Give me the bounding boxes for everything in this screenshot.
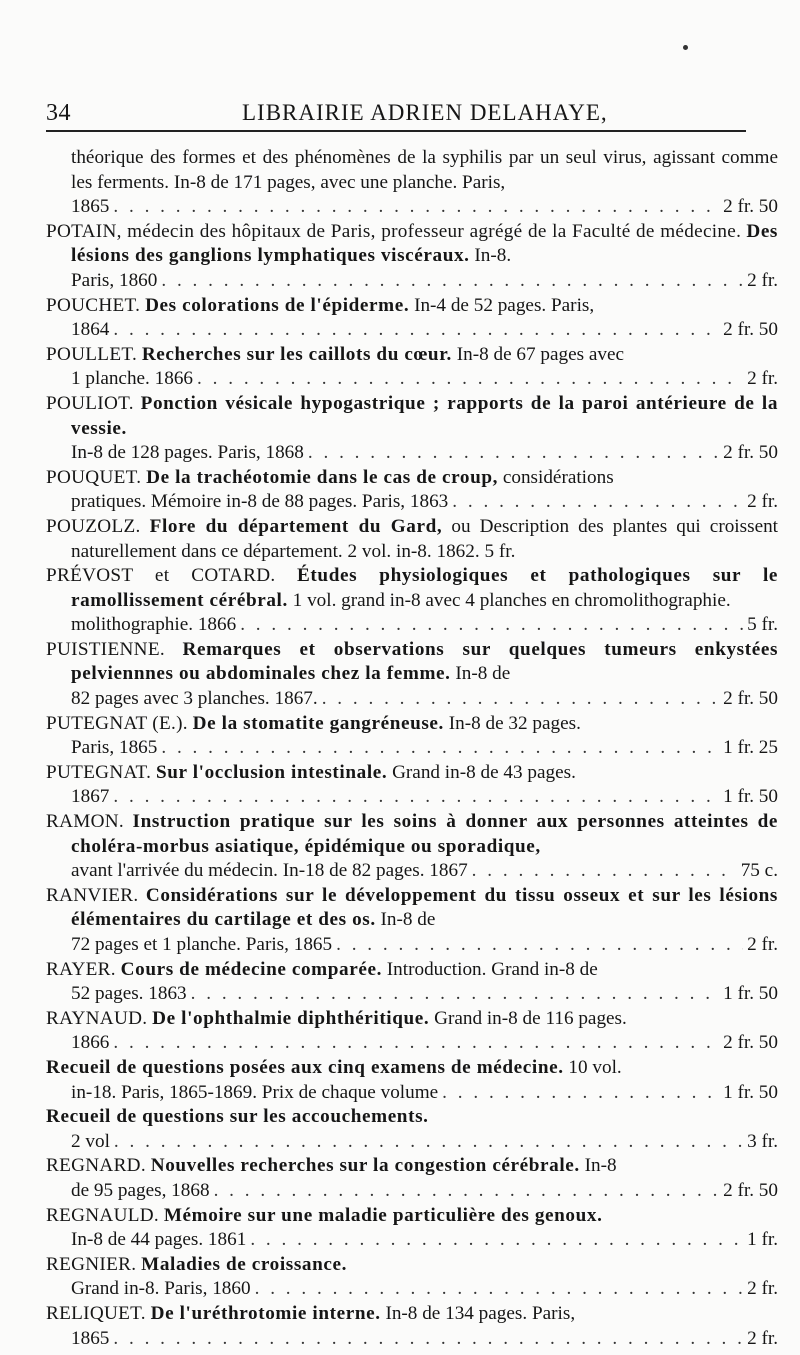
entry-date: 1865 xyxy=(71,196,110,218)
entry-imprint: 82 pages avec 3 planches. 1867. xyxy=(71,688,318,710)
leader-dots xyxy=(308,441,719,466)
entry-author: POULIOT. xyxy=(46,392,134,414)
leader-dots xyxy=(250,1228,743,1253)
catalog-entry xyxy=(46,761,778,810)
entry-lead-line xyxy=(71,318,778,343)
entry-lead-line xyxy=(71,785,778,810)
leader-dots xyxy=(114,1130,743,1155)
entry-lead-line xyxy=(71,1277,778,1302)
entry-author: PUISTIENNE. xyxy=(46,638,165,660)
entry-work-title: De la stomatite gangréneuse. xyxy=(192,712,444,734)
entry-text: théorique des formes et des phénomènes de la syphilis par un seul virus, agissant comme les ferments. In-8 de 171 pages, avec une planche. Paris, xyxy=(71,147,778,193)
entry-price: 2 fr. 50 xyxy=(723,196,778,218)
catalog-entry xyxy=(46,564,778,638)
entry-price: 1 fr. 50 xyxy=(723,1081,778,1103)
entry-price: 2 fr. xyxy=(747,491,778,513)
entry-imprint: 1867 xyxy=(71,786,110,808)
entry-work-title: Études physiologiques et pathologiques sur le ramollissement cérébral. xyxy=(71,565,779,611)
entry-author: RAMON. xyxy=(46,811,125,833)
catalog-entry xyxy=(46,958,778,1007)
entry-details: 1 vol. grand in-8 avec 4 planches en chromolithographie. xyxy=(292,589,731,611)
entry-imprint: 1866 xyxy=(71,1032,110,1054)
entry-imprint: 52 pages. 1863 xyxy=(71,983,187,1005)
entry-details: In-8. xyxy=(474,245,512,267)
running-title: LIBRAIRIE ADRIEN DELAHAYE, xyxy=(242,100,608,125)
entry-imprint: molithographie. 1866 xyxy=(71,614,237,636)
entry-work-title: Flore du département du Gard, xyxy=(149,515,443,537)
entry-price: 2 fr. 50 xyxy=(723,1179,778,1201)
entry-work-title: Remarques et observations sur quelques tumeurs enkystées pelviennnes ou abdominales chez la femme. xyxy=(71,638,779,685)
entry-lead-line xyxy=(46,195,778,220)
entry-price: 1 fr. 50 xyxy=(723,983,778,1005)
leader-dots xyxy=(452,490,743,515)
entry-work-title: Des lésions des ganglions lymphatiques viscéraux. xyxy=(71,220,778,267)
entry-details: In-8 de xyxy=(455,663,511,685)
entry-lead-line xyxy=(71,1031,778,1056)
entry-lead-line xyxy=(71,367,778,392)
catalog-entry xyxy=(46,515,778,564)
entry-price: 5 fr. xyxy=(747,614,778,636)
entry-lead-line xyxy=(71,933,778,958)
entry-work-title: Mémoire sur une maladie particulière des genoux. xyxy=(163,1204,603,1226)
entry-imprint: avant l'arrivée du médecin. In-18 de 82 pages. 1867 xyxy=(71,860,468,882)
entry-author: REGNIER. xyxy=(46,1253,137,1275)
catalog-entry xyxy=(46,1056,778,1105)
entry-details: ou Description des plantes qui croissent naturellement dans ce département. 2 vol. in-8. 1862. 5 fr. xyxy=(71,515,779,562)
entry-lead-line xyxy=(71,1228,778,1253)
entry-price: 1 fr. 25 xyxy=(723,737,778,759)
catalog-entry xyxy=(46,343,778,392)
entry-imprint: in-18. Paris, 1865-1869. Prix de chaque volume xyxy=(71,1081,439,1103)
leader-dots xyxy=(255,1277,743,1302)
entry-author: POTAIN, médecin des hôpitaux de Paris, professeur agrégé de la Faculté de médecine. xyxy=(46,220,742,242)
entry-imprint: 72 pages et 1 planche. Paris, 1865 xyxy=(71,934,333,955)
entry-work-title: Recueil de questions posées aux cinq examens de médecine. xyxy=(46,1056,564,1078)
entry-price: 2 fr. xyxy=(747,934,778,955)
entry-details: Grand in-8 de 116 pages. xyxy=(434,1007,627,1029)
entry-imprint: 1865 xyxy=(71,1327,110,1349)
entry-details: In-4 de 52 pages. Paris, xyxy=(414,294,595,316)
entry-work-title: Recueil de questions sur les accouchements. xyxy=(46,1106,429,1128)
catalog-entries xyxy=(46,146,778,1351)
entry-imprint: de 95 pages, 1868 xyxy=(71,1179,210,1201)
entry-work-title: Maladies de croissance. xyxy=(141,1253,347,1275)
entry-price: 3 fr. xyxy=(747,1130,778,1152)
entry-author: POUZOLZ. xyxy=(46,515,141,537)
entry-author: PUTEGNAT (E.). xyxy=(46,712,188,734)
catalog-entry xyxy=(46,1154,778,1203)
catalog-entry xyxy=(46,392,778,466)
entry-author: POULLET. xyxy=(46,343,138,365)
entry-price: 1 fr. 50 xyxy=(723,786,778,808)
entry-imprint: 1 planche. 1866 xyxy=(71,368,194,390)
catalog-entry xyxy=(46,1105,778,1154)
entry-imprint: 2 vol xyxy=(71,1130,110,1152)
entry-author: RELIQUET. xyxy=(46,1302,146,1324)
entry-price: 2 fr. 50 xyxy=(723,319,778,341)
entry-lead-line xyxy=(71,736,778,761)
leader-dots xyxy=(161,736,719,761)
leader-dots xyxy=(240,613,743,638)
entry-work-title: Instruction pratique sur les soins à donner aux personnes atteintes de choléra-morbus asiatique, épidémique ou sporadique, xyxy=(71,811,779,857)
entry-lead-line xyxy=(71,1081,778,1106)
entry-imprint: In-8 de 128 pages. Paris, 1868 xyxy=(71,442,304,464)
entry-author: PRÉVOST et COTARD. xyxy=(46,565,276,587)
entry-work-title: Des colorations de l'épiderme. xyxy=(145,294,410,316)
catalog-entry xyxy=(46,884,778,958)
entry-work-title: Considérations sur le développement du tissu osseux et sur les lésions élémentaires du cartilage et des os. xyxy=(71,884,779,931)
entry-work-title: Sur l'occlusion intestinale. xyxy=(156,761,388,783)
entry-author: POUCHET. xyxy=(46,294,141,316)
entry-author: RAYNAUD. xyxy=(46,1007,148,1029)
entry-price: 2 fr. xyxy=(747,1278,778,1300)
entry-lead-line xyxy=(71,687,778,712)
entry-work-title: De la trachéotomie dans le cas de croup, xyxy=(146,466,499,488)
entry-imprint: Paris, 1865 xyxy=(71,737,158,759)
entry-work-title: De l'uréthrotomie interne. xyxy=(150,1302,381,1324)
entry-lead-line xyxy=(71,1179,778,1204)
catalog-entry xyxy=(46,638,778,712)
catalog-entry xyxy=(46,1302,778,1351)
entry-work-title: De l'ophthalmie diphthéritique. xyxy=(152,1007,430,1029)
entry-work-title: Ponction vésicale hypogastrique ; rapports de la paroi antérieure de la vessie. xyxy=(71,392,779,439)
leader-dots xyxy=(197,367,743,392)
entry-details: considérations xyxy=(502,466,614,488)
leader-dots xyxy=(113,318,719,343)
entry-imprint: In-8 de 44 pages. 1861 xyxy=(71,1229,247,1251)
entry-price: 1 fr. xyxy=(747,1229,778,1251)
entry-imprint: 1864 xyxy=(71,319,110,341)
entry-lead-line xyxy=(71,859,778,884)
catalog-entry xyxy=(46,1204,778,1253)
entry-details: Introduction. Grand in-8 de xyxy=(386,958,598,980)
leader-dots xyxy=(191,982,719,1007)
entry-lead-line xyxy=(71,1130,778,1155)
entry-work-title: Recherches sur les caillots du cœur. xyxy=(141,343,452,365)
entry-details: In-8 xyxy=(584,1155,617,1177)
entry-author: REGNARD. xyxy=(46,1155,146,1177)
leader-dots xyxy=(442,1081,719,1106)
entry-author: RANVIER. xyxy=(46,884,139,906)
ink-spot xyxy=(683,45,688,50)
entry-lead-line xyxy=(71,982,778,1007)
page-number: 34 xyxy=(46,100,71,126)
entry-imprint: Grand in-8. Paris, 1860 xyxy=(71,1278,251,1300)
entry-details: In-8 de 67 pages avec xyxy=(456,343,625,365)
entry-price: 2 fr. 50 xyxy=(723,1032,778,1054)
leader-dots xyxy=(161,269,743,294)
entry-lead-line xyxy=(71,613,778,638)
catalog-entry xyxy=(46,1007,778,1056)
entry-work-title: Nouvelles recherches sur la congestion cérébrale. xyxy=(150,1155,580,1177)
entry-price: 2 fr. xyxy=(747,1327,778,1349)
leader-dots xyxy=(336,933,743,958)
entry-imprint: pratiques. Mémoire in-8 de 88 pages. Paris, 1863 xyxy=(71,491,449,513)
leader-dots xyxy=(113,195,719,220)
catalog-entry xyxy=(46,1253,778,1302)
entry-lead-line xyxy=(71,441,778,466)
entry-details: Grand in-8 de 43 pages. xyxy=(392,761,576,783)
entry-author: REGNAULD. xyxy=(46,1204,160,1226)
catalog-entry xyxy=(46,294,778,343)
entry-lead-line xyxy=(71,490,778,515)
leader-dots xyxy=(472,859,737,884)
leader-dots xyxy=(214,1179,720,1204)
entry-details: 10 vol. xyxy=(568,1056,622,1078)
entry-price: 2 fr. xyxy=(747,368,778,390)
entry-lead-line xyxy=(71,1327,778,1352)
entry-lead-line xyxy=(71,269,778,294)
entry-price: 75 c. xyxy=(740,860,778,882)
catalog-entry xyxy=(46,712,778,761)
entry-price: 2 fr. 50 xyxy=(723,688,778,710)
entry-details: In-8 de 134 pages. Paris, xyxy=(385,1302,576,1324)
entry-price: 2 fr. xyxy=(747,269,778,291)
catalog-entry xyxy=(46,810,778,884)
entry-author: POUQUET. xyxy=(46,466,142,488)
entry-work-title: Cours de médecine comparée. xyxy=(120,958,382,980)
catalog-entry xyxy=(46,220,778,294)
entry-price: 2 fr. 50 xyxy=(723,442,778,464)
entry-details: In-8 de 32 pages. xyxy=(448,712,581,734)
entry-list xyxy=(46,220,778,1351)
catalog-entry xyxy=(46,466,778,515)
entry-author: RAYER. xyxy=(46,958,116,980)
leader-dots xyxy=(322,687,719,712)
entry-details: In-8 de xyxy=(380,909,436,931)
entry-author: PUTEGNAT. xyxy=(46,761,152,783)
catalog-entry xyxy=(46,146,778,195)
leader-dots xyxy=(113,1031,719,1056)
entry-imprint: Paris, 1860 xyxy=(71,269,158,291)
header-rule xyxy=(46,130,746,132)
leader-dots xyxy=(113,785,719,810)
leader-dots xyxy=(113,1327,743,1352)
page-header xyxy=(46,100,778,128)
